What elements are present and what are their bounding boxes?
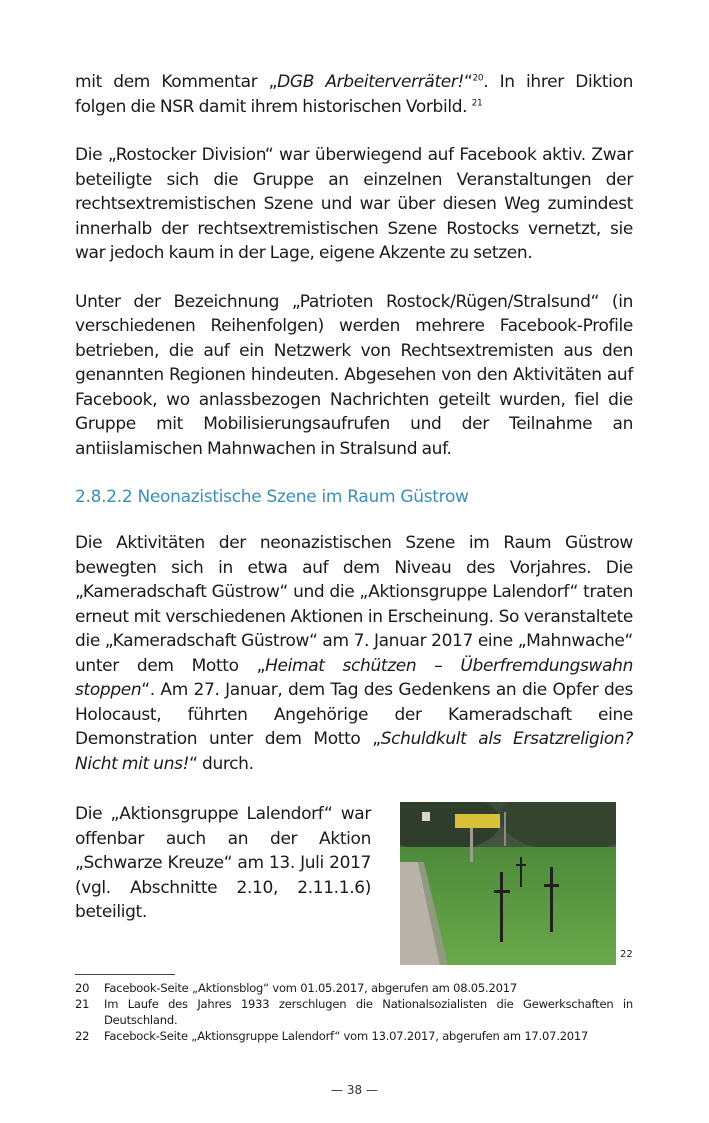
text-run: Die Aktivitäten der neonazistischen Szene im Raum Güstrow bewegten sich in etwa auf dem Niveau des Vorjahres. Die „Kameradschaft Güstrow“ und die „Aktionsgruppe Lalendorf“ traten erneut mit verschiedenen Aktionen in Erscheinung. So veranstaltete die „Kameradschaft Güstrow“ am 7. Januar 2017 eine „Mahnwache“ unter dem Motto „ xyxy=(75,533,633,676)
footnote-number: 22 xyxy=(75,1029,90,1043)
paragraph-intro xyxy=(75,70,633,119)
text-run: “. Am 27. Januar, dem Tag des Gedenkens an die Opfer des Holocaust, führten Angehörige der Kameradschaft eine Demonstration unter dem Motto „ xyxy=(75,680,633,749)
figure-row xyxy=(75,802,633,967)
footnote-item xyxy=(75,1028,633,1044)
page-content xyxy=(75,70,633,967)
text-run: “ xyxy=(463,72,473,92)
footnote-item xyxy=(75,996,633,1028)
footnote-item xyxy=(75,980,633,996)
footnote-number: 20 xyxy=(75,981,90,995)
footnote-text: Im Laufe des Jahres 1933 zerschlugen die Nationalsozialisten die Gewerkschaften in Deutschland. xyxy=(104,997,633,1027)
quote-italic: DGB Arbeiterverräter! xyxy=(277,72,464,92)
text-run: . In ihrer Diktion folgen die NSR damit ihrem historischen Vorbild. xyxy=(75,72,633,117)
photo-illustration xyxy=(400,802,616,965)
footnote-text: Facebock-Seite „Aktionsgruppe Lalendorf“ vom 13.07.2017, abgerufen am 17.07.2017 xyxy=(104,1029,589,1043)
section-heading: 2.8.2.2 Neonazistische Szene im Raum Güstrow xyxy=(75,487,469,507)
page-number: — 38 — xyxy=(331,1083,378,1097)
footnotes xyxy=(75,980,633,1044)
motto-italic: Heimat schützen – Überfremdungswahn stoppen xyxy=(75,655,633,700)
photo-footnote-mark: 22 xyxy=(620,949,633,960)
footnote-ref: 20 xyxy=(472,73,484,84)
photo-black-crosses xyxy=(400,802,616,965)
paragraph-patrioten: Unter der Bezeichnung „Patrioten Rostock/Rügen/Stralsund“ (in verschiedenen Reihenfolgen) werden mehrere Facebook-Profile betrieben, die auf ein Netzwerk von Rechtsextremisten aus den genannten Regionen hindeuten. Abgesehen von den Aktivitäten auf Facebook, wo anlassbezogen Nachrichten geteilt wurden, fiel die Gruppe mit Mobilisierungsaufrufen und der Teilnahme an antiislamischen Mahnwachen in Stralsund auf. xyxy=(75,291,633,459)
footnote-rule xyxy=(75,974,175,975)
paragraph-guestrow xyxy=(75,531,633,776)
footnote-text: Facebook-Seite „Aktionsblog“ vom 01.05.2017, abgerufen am 08.05.2017 xyxy=(104,981,517,995)
footnote-number: 21 xyxy=(75,997,90,1011)
paragraph-lalendorf: Die „Aktionsgruppe Lalendorf“ war offenbar auch an der Aktion „Schwarze Kreuze“ am 13. Juli 2017 (vgl. Abschnitte 2.10, 2.11.1.6) beteiligt. xyxy=(75,804,371,922)
text-run: “ durch. xyxy=(189,753,254,774)
footnote-ref: 21 xyxy=(471,97,483,108)
paragraph-rostocker-division: Die „Rostocker Division“ war überwiegend auf Facebook aktiv. Zwar beteiligte sich die Gruppe an einzelnen Veranstaltungen der rechtsextremistischen Szene und war über diesen Weg zumindest innerhalb der rechtsextremistischen Szene Rostocks vernetzt, sie war jedoch kaum in der Lage, eigene Akzente zu setzen. xyxy=(75,145,633,263)
text-run: mit dem Kommentar „ xyxy=(75,72,278,92)
motto-italic: Schuldkult als Ersatzreligion? Nicht mit uns! xyxy=(75,729,633,774)
